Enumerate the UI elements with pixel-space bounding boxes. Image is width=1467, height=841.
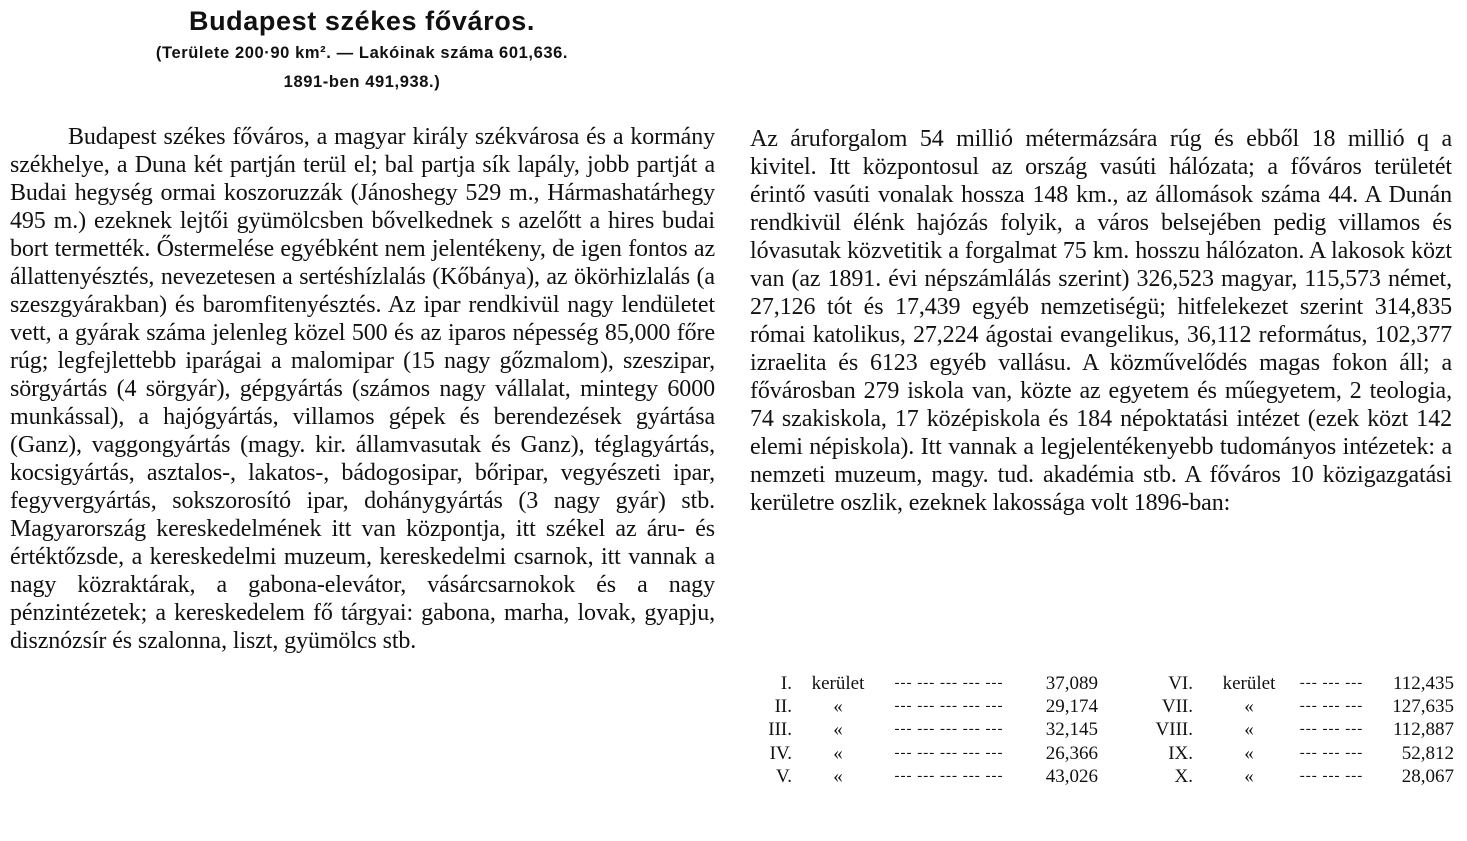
page-subtitle-line-1: (Területe 200·90 km². — Lakóinak száma 601,636. [155, 44, 569, 62]
district-number: I. [780, 673, 792, 694]
district-population: 26,366 [1045, 742, 1098, 764]
district-row [742, 672, 1454, 695]
district-label: « [833, 696, 843, 718]
district-population-table [742, 672, 1454, 788]
district-number: IX. [1168, 742, 1193, 764]
district-number: X. [1174, 765, 1193, 787]
district-label: « [833, 765, 843, 787]
district-population: 112,435 [1392, 673, 1454, 694]
district-population: 52,812 [1401, 742, 1454, 764]
leader-dots: --- --- --- [1299, 721, 1364, 738]
district-label: « [1244, 765, 1254, 787]
leader-dots: --- --- --- [1299, 744, 1364, 761]
district-row [742, 765, 1454, 788]
district-label: kerület [1222, 673, 1276, 694]
leader-dots: --- --- --- --- --- [894, 767, 1004, 784]
district-cell [1098, 742, 1454, 765]
district-number: III. [768, 719, 792, 741]
page-header [0, 4, 724, 95]
district-population: 32,145 [1045, 719, 1098, 741]
right-column [750, 125, 1452, 517]
district-cell [742, 672, 1098, 695]
district-population: 29,174 [1045, 696, 1098, 718]
district-label: « [833, 742, 843, 764]
district-row [742, 718, 1454, 741]
leader-dots: --- --- --- [1299, 675, 1364, 691]
leader-dots: --- --- --- [1299, 767, 1364, 784]
district-label: « [1244, 696, 1254, 718]
district-number: II. [774, 696, 792, 718]
right-paragraph: Az áruforgalom 54 millió métermázsára rúg és ebből 18 millió q a kivitel. Itt központosul az ország vasúti hálózata; a főváros területét érintő vasúti vonalak hossza 148 km., az állomások száma 44. A Dunán rendkivül élénk hajózás folyik, a város belsejében pedig villamos és lóvasutak közvetitik a forgalmat 75 km. hosszu hálózaton. A lakosok közt van (az 1891. évi népszámlálás szerint) 326,523 magyar, 115,573 német, 27,126 tót és 17,439 egyéb nemzetiségü; hitfelekezet szerint 314,835 római katolikus, 27,224 ágostai evangelikus, 36,112 református, 102,377 izraelita és 6123 egyéb vallásu. A közművelődés magas fokon áll; a fővárosban 279 iskola van, közte az egyetem és műegyetem, 2 teologia, 74 szakiskola, 17 középiskola és 184 népoktatási intézet (ezek közt 142 elemi népiskola). Itt vannak a legjelentékenyebb tudományos intézetek: a nemzeti muzeum, magy. tud. akadémia stb. A főváros 10 közigazgatási kerületre oszlik, ezeknek lakossága volt 1896-ban: [750, 126, 1452, 516]
district-row [742, 742, 1454, 765]
district-label: « [1244, 719, 1254, 741]
leader-dots: --- --- --- --- --- [894, 744, 1004, 761]
district-population: 37,089 [1045, 673, 1098, 694]
district-cell [1098, 695, 1454, 718]
leader-dots: --- --- --- --- --- [894, 721, 1004, 738]
leader-dots: --- --- --- [1299, 698, 1364, 715]
district-cell [742, 718, 1098, 741]
district-cell [1098, 672, 1454, 695]
district-label: « [1244, 742, 1254, 764]
district-population: 43,026 [1045, 765, 1098, 787]
district-number: VIII. [1155, 719, 1193, 741]
district-number: VI. [1168, 673, 1193, 694]
leader-dots: --- --- --- --- --- [894, 675, 1004, 691]
district-number: V. [775, 765, 792, 787]
district-number: IV. [769, 742, 792, 764]
left-column [10, 123, 715, 655]
district-cell [742, 765, 1098, 788]
district-population: 112,887 [1392, 719, 1454, 741]
district-cell [742, 742, 1098, 765]
left-paragraph: Budapest székes főváros, a magyar király székvárosa és a kormány székhelye, a Duna két partján terül el; bal partja sík lapály, jobb partját a Budai hegység ormai koszoruzzák (Jánoshegy 529 m., Hármashatárhegy 495 m.) ezeknek lejtői gyümölcsben bővelkednek s azelőtt a hires budai bort termették. Őstermelése egyébként nem jelentékeny, de igen fontos az állattenyésztés, nevezetesen a sertéshízlalás (Kőbánya), az ökörhizlalás (a szeszgyárakban) és baromfitenyésztés. Az ipar rendkivül nagy lendületet vett, a gyárak száma jelenleg közel 500 és az iparos népesség 85,000 főre rúg; legfejlettebb iparágai a malomipar (15 nagy gőzmalom), szeszipar, sörgyártás (4 sörgyár), gépgyártás (számos nagy vállalat, mintegy 6000 munkással), a hajógyártás, villamos gépek és berendezések gyártása (Ganz), vaggongyártás (magy. kir. államvasutak és Ganz), téglagyártás, kocsigyártás, asztalos-, lakatos-, bádogosipar, bőripar, vegyészeti ipar, fegyvergyártás, sokszorosító ipar, dohánygyártás (3 nagy gyár) stb. Magyarország kereskedelmének itt van központja, itt székel az áru- és értéktőzsde, a kereskedelmi muzeum, kereskedelmi csarnok, itt vannak a nagy közraktárak, a gabona-elevátor, vásárcsarnokok és a nagy pénzintézetek; a kereskedelem fő tárgyai: gabona, marha, lovak, gyapju, disznózsír és szalonna, liszt, gyümölcs stb. [10, 124, 715, 654]
page-title: Budapest székes főváros. [188, 6, 536, 36]
district-cell [742, 695, 1098, 718]
leader-dots: --- --- --- --- --- [894, 698, 1004, 715]
district-label: kerület [811, 673, 865, 694]
page-subtitle-line-2: 1891-ben 491,938.) [283, 73, 441, 91]
district-number: VII. [1161, 696, 1193, 718]
district-population: 28,067 [1401, 765, 1454, 787]
district-cell [1098, 765, 1454, 788]
district-cell [1098, 718, 1454, 741]
district-label: « [833, 719, 843, 741]
district-row [742, 695, 1454, 718]
district-population: 127,635 [1392, 696, 1454, 718]
